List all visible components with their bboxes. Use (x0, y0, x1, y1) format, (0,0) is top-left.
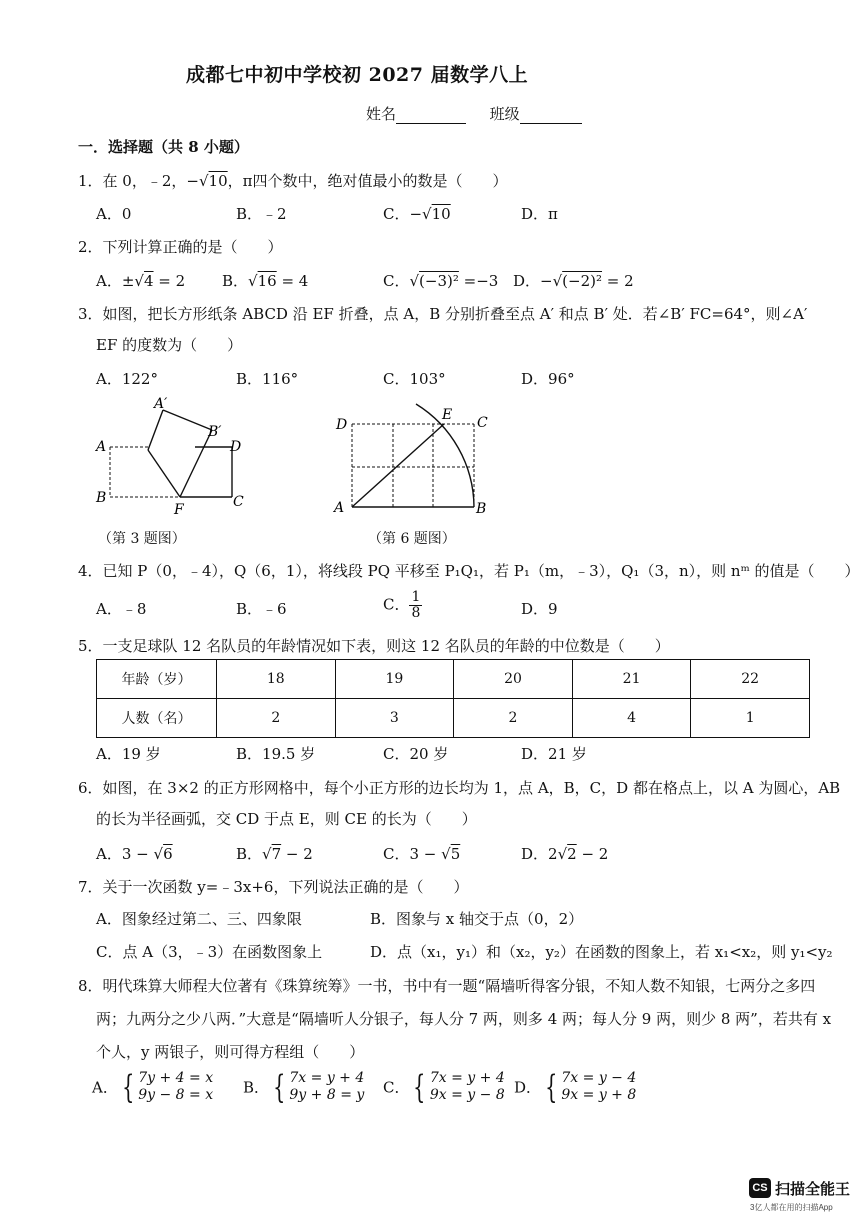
question-7-stem: 7．关于一次函数 y=﹣3x+6，下列说法正确的是（ ） (78, 878, 469, 896)
q3-option-a: A．122° (96, 370, 158, 388)
q6-option-c: C．3 − √5 (383, 845, 461, 863)
figure-6 (328, 400, 498, 520)
scanner-tagline: 3亿人都在用的扫描App (750, 1203, 833, 1212)
class-blank (520, 107, 582, 124)
name-field (366, 103, 582, 124)
table-cell: 20 (454, 660, 573, 699)
fig6-label-c: C (477, 415, 488, 431)
class-label: 班级 (489, 105, 520, 123)
question-8-line-3: 个人，y 两银子，则可得方程组（ ） (96, 1043, 365, 1061)
q1-option-d: D．π (521, 205, 558, 223)
q2-option-a: A．±√4 = 2 (96, 272, 186, 290)
q7-option-b: B．图象与 x 轴交于点（0，2） (370, 910, 584, 928)
q2-option-c: C．√(−3)² =−3 (383, 272, 499, 290)
q7-option-c: C．点 A（3，﹣3）在函数图象上 (96, 943, 323, 961)
q4-option-a: A．﹣8 (96, 600, 147, 618)
q4-option-b: B．﹣6 (236, 600, 287, 618)
fig3-label-c: C (233, 494, 244, 510)
q8-option-d: D． { 7x = y − 4 9x = y + 8 (514, 1068, 637, 1106)
question-8-line-2: 两；九两分之少八两．”大意是“隔墙听人分银子，每人分 7 两，则多 4 两；每人分 9 两，则少 8 两”，若共有 x (96, 1010, 832, 1028)
q3-option-b: B．116° (236, 370, 299, 388)
q2-option-d: D．−√(−2)² = 2 (513, 272, 634, 290)
table-cell: 1 (691, 699, 810, 738)
figure-3 (90, 390, 260, 520)
q8-option-c: C． { 7x = y + 4 9x = y − 8 (383, 1068, 505, 1106)
table-cell: 18 (217, 660, 336, 699)
question-3-line-2: EF 的度数为（ ） (96, 336, 243, 354)
table-cell: 22 (691, 660, 810, 699)
question-3-line-1: 3．如图，把长方形纸条 ABCD 沿 EF 折叠，点 A，B 分别折叠至点 A′ 和点 B′ 处．若∠B′ FC=64°，则∠A′ (78, 305, 808, 323)
table-row (97, 699, 810, 738)
q5-option-b: B．19.5 岁 (236, 745, 316, 763)
q7-option-d: D．点（x₁，y₁）和（x₂，y₂）在函数的图象上，若 x₁<x₂，则 y₁<y₂ (370, 943, 833, 961)
figure-3-caption: （第 3 题图） (98, 531, 186, 547)
fig6-label-b: B (476, 501, 487, 517)
question-6-line-2: 的长为半径画弧，交 CD 于点 E，则 CE 的长为（ ） (96, 810, 477, 828)
question-2-stem: 2．下列计算正确的是（ ） (78, 238, 283, 256)
table-cell: 2 (454, 699, 573, 738)
age-table (96, 659, 810, 738)
scanner-brand: 扫描全能王 (775, 1181, 851, 1198)
neg-sqrt-10: −√10 (186, 172, 228, 190)
q8-option-b: B． { 7x = y + 4 9y + 8 = y (243, 1068, 365, 1106)
table-cell: 3 (335, 699, 454, 738)
table-cell: 4 (572, 699, 691, 738)
q4-option-c: C． $\frac{1}{8}$ (383, 589, 421, 621)
fig3-label-f: F (174, 502, 184, 518)
question-5-stem: 5．一支足球队 12 名队员的年龄情况如下表，则这 12 名队员的年龄的中位数是（ ） (78, 637, 670, 655)
figure-6-caption: （第 6 题图） (368, 531, 456, 547)
q3-option-d: D．96° (521, 370, 575, 388)
q2-option-b: B．√16 = 4 (222, 272, 309, 290)
table-cell: 人数（名） (97, 699, 217, 738)
q1-option-a: A．0 (96, 205, 132, 223)
table-cell: 2 (217, 699, 336, 738)
fig3-label-b-prime: B′ (208, 424, 222, 440)
q5-option-a: A．19 岁 (96, 745, 161, 763)
question-8-line-1: 8．明代珠算大师程大位著有《珠算统筹》一书，书中有一题“隔墙听得客分银，不知人数不知银，七两分之多四 (78, 977, 816, 995)
q7-option-a: A．图象经过第二、三、四象限 (96, 910, 302, 928)
q8-option-a: A． { 7y + 4 = x 9y − 8 = x (92, 1068, 214, 1106)
question-4-stem: 4．已知 P（0，﹣4），Q（6，1），将线段 PQ 平移至 P₁Q₁，若 P₁（m，﹣3），Q₁（3，n），则 nᵐ 的值是（ ） (78, 562, 860, 580)
table-cell: 21 (572, 660, 691, 699)
q1-option-b: B．﹣2 (236, 205, 287, 223)
name-label: 姓名 (366, 105, 397, 123)
q5-option-c: C．20 岁 (383, 745, 449, 763)
fraction-one-eighth: $\frac{1}{8}$ (411, 589, 421, 621)
scanner-logo-icon: CS (749, 1178, 771, 1198)
fig3-label-a: A (96, 439, 107, 455)
table-cell: 19 (335, 660, 454, 699)
q1-option-c: C．−√10 (383, 205, 451, 223)
q3-option-c: C．103° (383, 370, 446, 388)
table-row (97, 660, 810, 699)
page-title: 成都七中初中学校初 2027 届数学八上 (186, 64, 529, 86)
q4-option-d: D．9 (521, 600, 558, 618)
table-cell: 年龄（岁） (97, 660, 217, 699)
q6-option-a: A．3 − √6 (96, 845, 173, 863)
fig6-label-d: D (336, 417, 348, 433)
q6-option-b: B．√7 − 2 (236, 845, 313, 863)
q6-option-d: D．2√2 − 2 (521, 845, 609, 863)
fig6-label-e: E (442, 407, 453, 423)
fig3-label-b: B (96, 490, 107, 506)
fig6-label-a: A (334, 500, 345, 516)
section-heading: 一．选择题（共 8 小题） (78, 138, 249, 156)
fig3-label-a-prime: A′ (154, 396, 168, 412)
question-6-line-1: 6．如图，在 3×2 的正方形网格中，每个小正方形的边长均为 1，点 A，B，C，D 都在格点上，以 A 为圆心，AB (78, 779, 841, 797)
fig3-label-d: D (230, 439, 242, 455)
q5-option-d: D．21 岁 (521, 745, 587, 763)
question-1-stem: 1．在 0，﹣2，−√10，π四个数中，绝对值最小的数是（ ） (78, 172, 508, 190)
name-blank (396, 107, 466, 124)
